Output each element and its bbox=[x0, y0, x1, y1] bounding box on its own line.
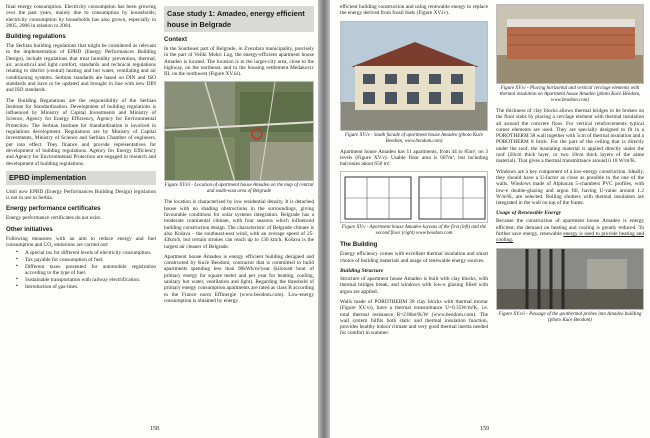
structure-paragraph: Structure of apartment house Amadeo is built with clay blocks, with thermal bridges break, and windows with low-e glazing filled with argon are applied. bbox=[340, 276, 488, 295]
figure-xv-v-caption: Figure XV.v - Apartment house Amadeo-layouts of the first (left) and the second floor (right) www.beodom.com bbox=[341, 225, 487, 237]
list-item: ▪ Sustainable transportation with railway electrification. bbox=[16, 277, 156, 283]
heading-building-regulations: Building regulations bbox=[6, 33, 66, 41]
certificates-paragraph: Energy performance certificates do not exist. bbox=[6, 215, 102, 222]
renewable-text-part-1: Because the construction of apartment house Amadeo is energy efficient, the demand on heating and cooling is greatly reduced. To further save energy, renewable bbox=[496, 218, 644, 238]
intro-continued-paragraph: efficient building construction and using renewable energy to replace the energy derived from fossil fuels (Figure XV.iv). bbox=[340, 4, 488, 17]
book-spine bbox=[318, 0, 330, 438]
renewable-paragraph bbox=[496, 218, 644, 243]
windows-paragraph: Windows are a key component of a low-energy construction. Ideally, they should have a U-factor as close as possible to the one of the walls. Windows made of Alphacan 5-chambers PVC profiles, with low-e double-glazing and argon fill, having U-value around 1.2 W/m²K, are selected. Rolling shutters with thermal insulation are integrated in the wall on top of the frame. bbox=[496, 168, 644, 207]
amadeo-paragraph: Apartment house Amadeo is energy efficient building designed and constructed by Kuće Beodom, contractor that is committed to build apartments spending less than 90kWh/m²year (kilowatt hour of primary energy for square meter and per year for heating, cooling, sanitary hot water, ventilation and light). Regarding the threshold of primary energy consumption apartments are rated as class B according to the France norm Effinergie (www.beodom.com). Low-energy consumption is obtained by energy bbox=[164, 253, 314, 304]
south-facade-photo bbox=[340, 21, 488, 131]
measures-paragraph: Following measures with an aim to reduce energy and fuel consumption and CO₂ emissions are carried out: bbox=[6, 235, 156, 249]
page-number-left: 158 bbox=[150, 426, 159, 432]
geothermal-probes-graphic bbox=[497, 249, 644, 310]
case-study-heading: Case study 1: Amadeo, energy efficient house in Belgrade bbox=[164, 6, 314, 32]
figure-xv-vi-caption: Figure XV.vi - Placing horizontal and vertical cerclage elements with thermal insulation on Apartment house Amadeo (photo Kuće Beodom, www.beodom.com) bbox=[499, 86, 641, 103]
heading-the-building: The Building bbox=[340, 241, 378, 249]
left-column-2 bbox=[164, 4, 314, 308]
heading-renewable-energy: Usage of Renewable Energy bbox=[496, 210, 562, 217]
floor-plan-graphic bbox=[341, 172, 488, 223]
floor-plan-image bbox=[340, 171, 488, 223]
list-item: ▪ Introduction of gas-lines. bbox=[16, 284, 156, 290]
list-item: ▪ A special tax for different levels of electricity consumption. bbox=[16, 250, 156, 256]
cerclage-photo bbox=[496, 4, 644, 84]
heading-context: Context bbox=[164, 36, 188, 43]
regulations-responsibility-paragraph: The Building Regulations are the responsibility of the Serbian Institute for Standardization. Development of building regulations is influenced by Ministry of Capital Investments and Ministry of Science, Agency for Energy Efficiency, Agency for Environmental Protection. The Serbian Institute for Standardisation is involved in regulations development. Regulations are by Ministry of Capital Investments, Ministry of Science and Serbian Chamber of engineers, put into effect. They finance and provide representatives for development of building regulations. Agency for Energy Efficiency and Agency for Environmental Protection are engaged in research and development of building regulations. bbox=[6, 97, 156, 167]
measures-list bbox=[16, 250, 156, 290]
left-column-1 bbox=[6, 4, 156, 293]
heading-building-structure: Building Structure bbox=[340, 268, 384, 275]
geothermal-probes-photo bbox=[496, 248, 644, 310]
context-paragraph: In the Southeast part of Belgrade, in Zvezdara municipality, precisely in the part of Veliki Mokri Lug, the energy-efficient apartment house Amadeo is located. The location is in the larger-city area, close to the highway, on the northeast, and to the housing settlement Medakovic III, on the northwest (Figure XV.iii). bbox=[164, 46, 314, 78]
right-column-2 bbox=[496, 4, 644, 328]
figure-xv-iv-caption: Figure XV.iv - South facade of apartment house Amadeo (photo Kuće Beodom, www.beodom.com) bbox=[344, 132, 484, 144]
epbd-until-paragraph: Until now EPBD (Energy Performances Building Design) legislation is not in use in Serbia. bbox=[6, 188, 156, 202]
building-facade-graphic bbox=[341, 22, 488, 131]
apartments-paragraph: Apartment house Amadeo has 11 apartments, from 44 to 85m², on 3 levels (Figure XV.v). Usable floor area is 607m², but including balconies about 650 m². bbox=[340, 148, 488, 168]
intro-paragraph: final energy consumption. Electricity consumption has been growing over the past years, mainly due to consumption by households; electricity consumption by households has also grown, especially in 2005, 2006 in relation to 2004. bbox=[6, 4, 156, 29]
figure-xv-iii-caption: Figure XV.iii - Location of apartment house Amadeo on the map of central and south-east area of Belgrade bbox=[164, 183, 314, 195]
location-map-image bbox=[164, 81, 314, 181]
construction-site-graphic bbox=[497, 5, 644, 84]
walls-paragraph: Walls made of POROTHERM 38 clay blocks with thermal mortar (Figure XV.vi), have a thermal transmittance U=0.35W/m²K, i.e. total thermal resistance R=2.86m²K/W (www.beodom.com). The wall system fulfils both static and thermal insulation function, provides healthy indoor climate and very good thermal inertia needed for comfort in summer. bbox=[340, 298, 488, 337]
renewable-text-part-2: energy is used to provide heating and cooling. bbox=[496, 231, 644, 244]
heading-energy-certificates: Energy performance certificates bbox=[6, 205, 101, 213]
serbian-regulations-paragraph: The Serbian building regulations that might be considered as relevant to the implementation of EPBD (Energy Performances Building Design), include regulations that treat humidity prevention, thermal, air, acoustical and light comfort, standards and technical regulations relating to district (central) heating and hot water, ventilating and air conditioning systems. Serbian standards are based on DIN and ISO standards and have to be updated and brought in line with new DIN and ISO standards. bbox=[6, 43, 156, 94]
building-paragraph: Energy efficiency comes with excellent thermal insulation and smart choice of building materials and usage of renewable energy sources. bbox=[340, 251, 488, 264]
thickness-paragraph: The thickness of clay blocks allows thermal bridges to be broken on the floor slabs by placing a cerclage element with thermal insulation all around the concrete floor. For vertical reinforcements typical corner elements are used. They are specially designed to fit in a POROTHERM 38 wall together with 5cm of thermal insulation and a POROTHERM 8 brick. For the part of the ceiling that is directly under the roof, the insulating material is applied directly under the roof (20cm thick layer, or two 10cm thick layers of the same material). That gives a thermal transmittance around 0.18 W/m²K. bbox=[496, 108, 644, 165]
list-item: ▪ Different taxes presented for automobile registration according to the type of fuel. bbox=[16, 264, 156, 277]
right-page bbox=[330, 0, 650, 438]
left-page bbox=[0, 0, 318, 438]
heading-other-initiatives: Other initiatives bbox=[6, 225, 53, 233]
right-column-1 bbox=[340, 4, 488, 341]
figure-xv-vii-caption: Figure XV.vii - Passage of the geothermal probes into Amadeo building (photo Kuće Beodom) bbox=[498, 311, 642, 323]
aerial-map-graphic bbox=[165, 82, 314, 181]
location-paragraph: The location is characterised by low residential density. It is detached house with no shading obstructions in the surroundings, giving favourable conditions for solar systems integration. Belgrade has a moderate continental climate, with four seasons which influenced building construction design. The characteristic of Belgrade climate is also Košava - the southeast-east wind, with an average speed of 25-43km/h, but certain strokes can reach up to 130 km/h. Košava is the largest air cleaner of Belgrade. bbox=[164, 199, 314, 250]
epbd-implementation-heading: EPBD implementation bbox=[6, 171, 156, 185]
list-item: ▪ Tax payable for consumption of fuel. bbox=[16, 257, 156, 263]
page-number-right: 159 bbox=[480, 426, 489, 432]
